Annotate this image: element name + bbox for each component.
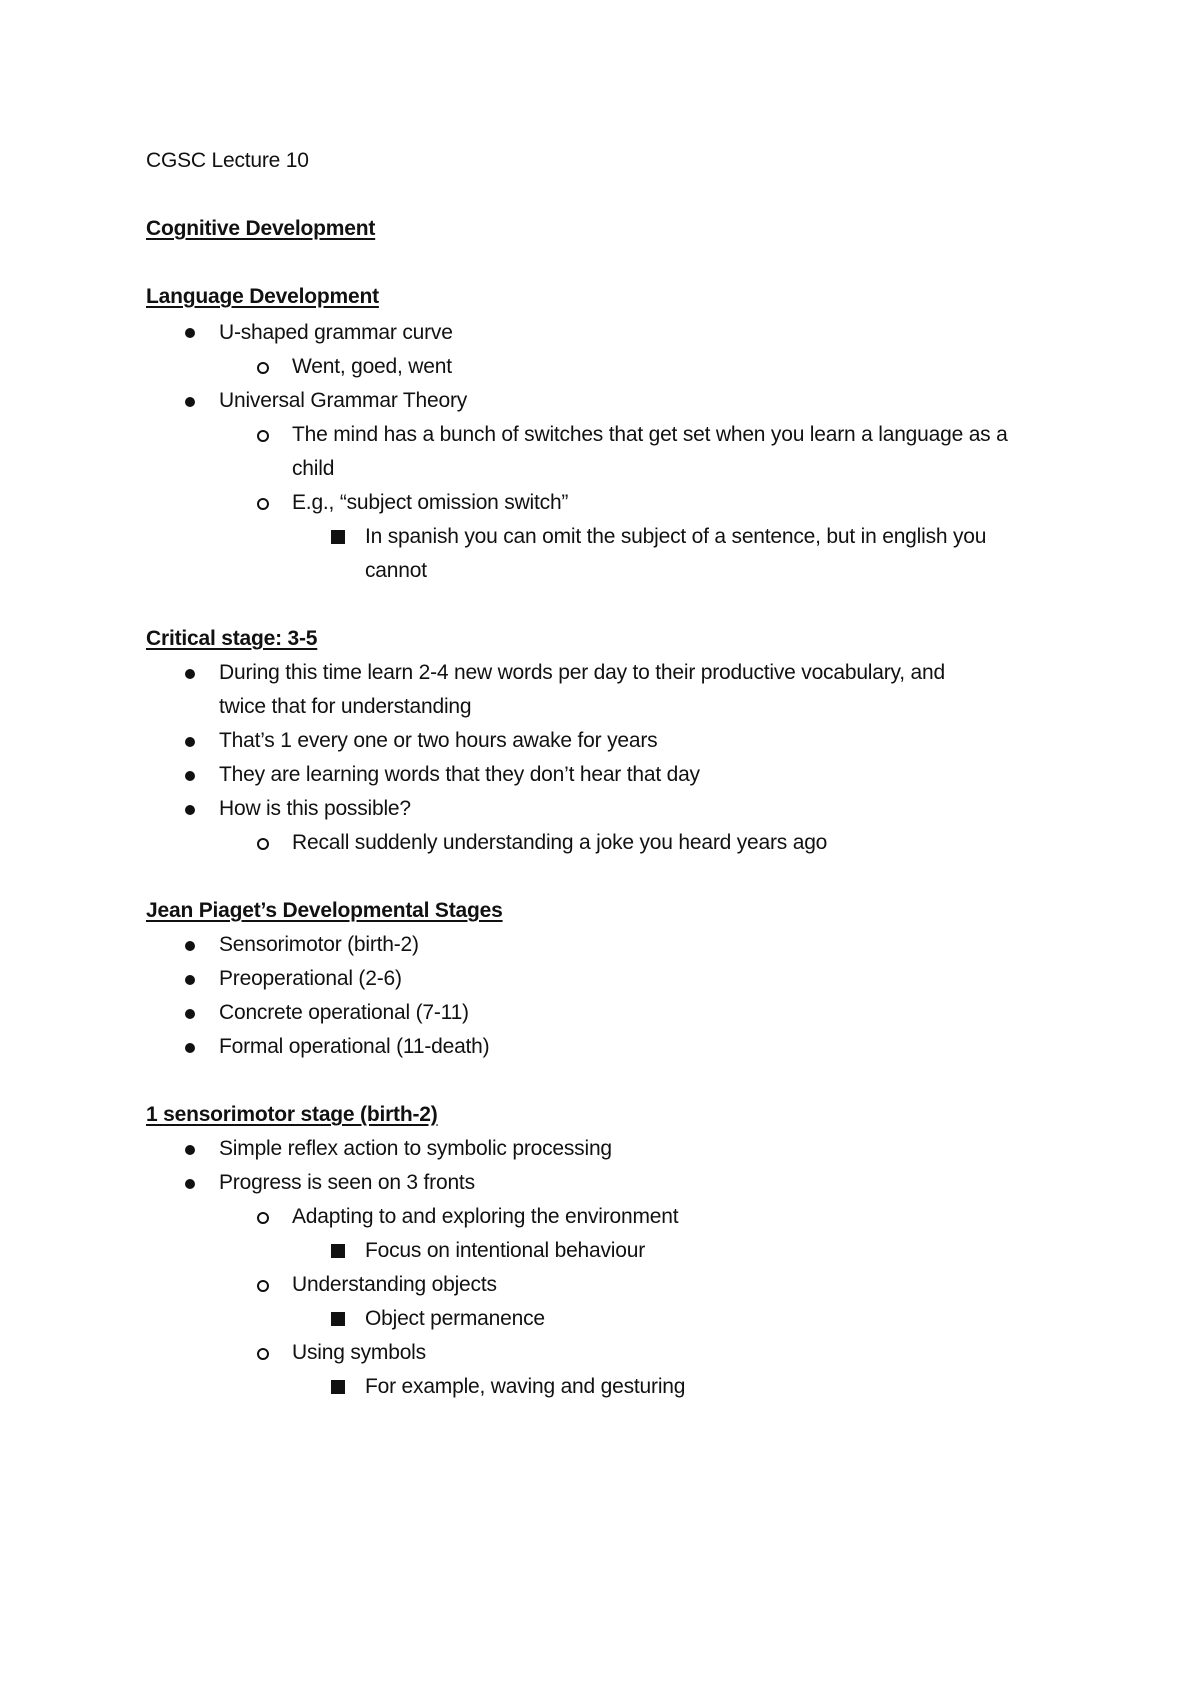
bullet-square-icon xyxy=(331,1244,345,1258)
list-item: E.g., “subject omission switch” xyxy=(292,491,569,514)
list-item: For example, waving and gesturing xyxy=(365,1375,686,1398)
bullet-disc-icon xyxy=(185,328,195,338)
list-item: Formal operational (11-death) xyxy=(219,1035,490,1058)
list-item: Using symbols xyxy=(292,1341,426,1364)
list-item: Recall suddenly understanding a joke you heard years ago xyxy=(292,831,828,854)
bullet-circle-icon xyxy=(257,498,269,510)
bullet-disc-icon xyxy=(185,1009,195,1019)
bullet-circle-icon xyxy=(257,430,269,442)
heading-sensorimotor-stage: 1 sensorimotor stage (birth-2) xyxy=(146,1103,438,1126)
bullet-disc-icon xyxy=(185,669,195,679)
bullet-disc-icon xyxy=(185,941,195,951)
bullet-disc-icon xyxy=(185,737,195,747)
bullet-square-icon xyxy=(331,1380,345,1394)
list-item: In spanish you can omit the subject of a sentence, but in english you xyxy=(365,525,987,548)
bullet-disc-icon xyxy=(185,975,195,985)
bullet-disc-icon xyxy=(185,1145,195,1155)
bullet-disc-icon xyxy=(185,1043,195,1053)
heading-critical-stage: Critical stage: 3-5 xyxy=(146,627,318,650)
list-item: Universal Grammar Theory xyxy=(219,389,468,412)
bullet-circle-icon xyxy=(257,1280,269,1292)
heading-cognitive-development: Cognitive Development xyxy=(146,217,376,240)
list-item: Adapting to and exploring the environment xyxy=(292,1205,679,1228)
list-item: Concrete operational (7-11) xyxy=(219,1001,469,1024)
bullet-square-icon xyxy=(331,530,345,544)
heading-language-development: Language Development xyxy=(146,285,379,308)
list-item: Simple reflex action to symbolic processing xyxy=(219,1137,612,1160)
bullet-disc-icon xyxy=(185,771,195,781)
list-item: U-shaped grammar curve xyxy=(219,321,453,344)
list-item: Progress is seen on 3 fronts xyxy=(219,1171,475,1194)
doc-title: CGSC Lecture 10 xyxy=(146,149,309,172)
bullet-circle-icon xyxy=(257,362,269,374)
list-item-continuation: cannot xyxy=(365,559,427,582)
list-item-continuation: twice that for understanding xyxy=(219,695,472,718)
bullet-disc-icon xyxy=(185,1179,195,1189)
bullet-disc-icon xyxy=(185,397,195,407)
bullet-circle-icon xyxy=(257,1212,269,1224)
list-item: The mind has a bunch of switches that get set when you learn a language as a xyxy=(292,423,1008,446)
bullet-circle-icon xyxy=(257,1348,269,1360)
list-item-continuation: child xyxy=(292,457,335,480)
list-item: How is this possible? xyxy=(219,797,411,820)
bullet-disc-icon xyxy=(185,805,195,815)
list-item: Sensorimotor (birth-2) xyxy=(219,933,419,956)
list-item: During this time learn 2-4 new words per day to their productive vocabulary, and xyxy=(219,661,945,684)
list-item: Preoperational (2-6) xyxy=(219,967,402,990)
list-item: They are learning words that they don’t hear that day xyxy=(219,763,700,786)
bullet-square-icon xyxy=(331,1312,345,1326)
list-item: Focus on intentional behaviour xyxy=(365,1239,646,1262)
bullet-circle-icon xyxy=(257,838,269,850)
heading-piaget-stages: Jean Piaget’s Developmental Stages xyxy=(146,899,503,922)
list-item: Went, goed, went xyxy=(292,355,452,378)
list-item: Understanding objects xyxy=(292,1273,497,1296)
list-item: Object permanence xyxy=(365,1307,545,1330)
list-item: That’s 1 every one or two hours awake for years xyxy=(219,729,658,752)
